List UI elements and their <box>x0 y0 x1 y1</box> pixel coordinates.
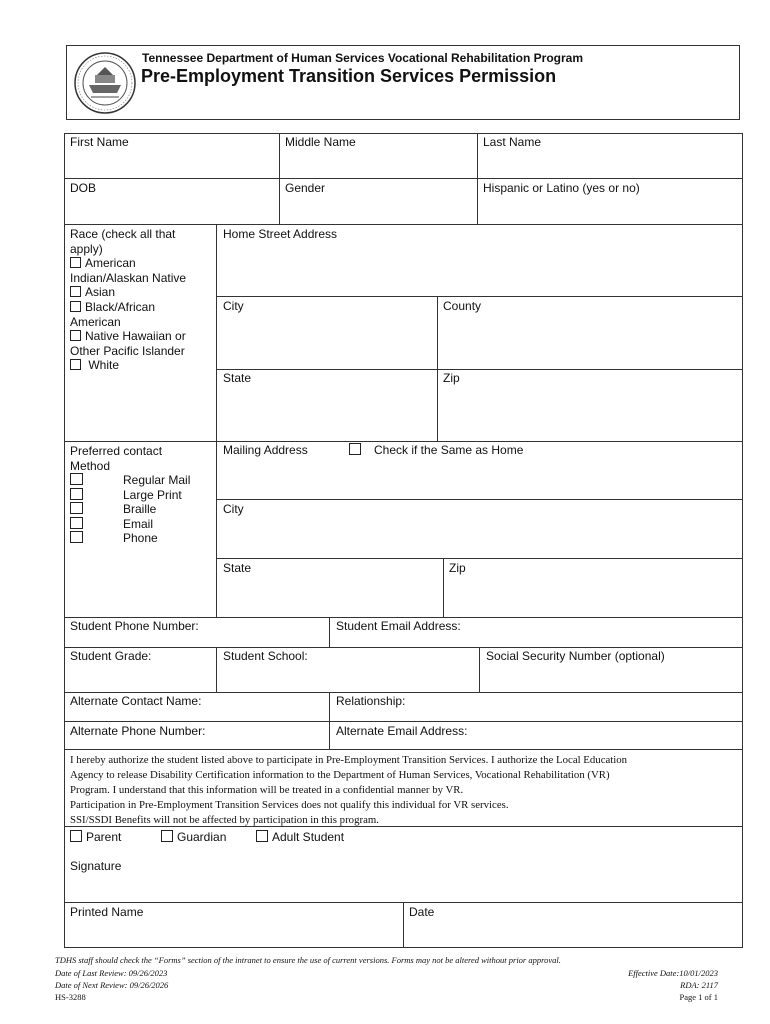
ssn-field[interactable]: Social Security Number (optional) <box>486 649 665 663</box>
parent-checkbox[interactable] <box>70 830 82 842</box>
student-grade-field[interactable]: Student Grade: <box>70 649 152 663</box>
same-as-home-option[interactable]: Check if the Same as Home <box>349 443 523 457</box>
effective-date: Effective Date:10/01/2023 <box>628 968 718 978</box>
large-print-checkbox[interactable] <box>70 488 83 500</box>
regular-mail-checkbox[interactable] <box>70 473 83 485</box>
mail-state-field[interactable]: State <box>223 561 252 575</box>
signature-field[interactable]: Signature <box>70 859 122 873</box>
contact-method-label: Preferred contact Method <box>70 444 163 473</box>
role-parent-option[interactable]: Parent <box>70 830 121 844</box>
phone-checkbox[interactable] <box>70 531 83 543</box>
consent-text: I hereby authorize the student listed above to participate in Pre-Employment Transition Services. I authorize the Local Education Agency to release Disability Certification information to the Department of Human Services, Vocational Rehabilitation (VR) Program. I understand that this information will be treated in a confidential manner by VR. Participation in Pre-Employment Transition Services does not qualify this individual for VR services. SSI/SSDI Benefits will not be affected by participation in this program. <box>70 754 628 826</box>
org-name: Tennessee Department of Human Services Vocational Rehabilitation Program <box>142 51 584 65</box>
home-address-field[interactable]: Home Street Address <box>223 227 338 241</box>
student-school-field[interactable]: Student School: <box>223 649 308 663</box>
city-field[interactable]: City <box>223 299 244 313</box>
race-asian-checkbox[interactable] <box>70 286 81 297</box>
tennessee-seal-icon <box>73 51 137 115</box>
contact-option[interactable]: Email <box>70 517 190 532</box>
role-adult-student-option[interactable]: Adult Student <box>256 830 344 844</box>
footer-note: TDHS staff should check the “Forms” section of the intranet to ensure the use of current versions. Forms may not be altered without prior approval. <box>55 955 561 965</box>
alt-contact-field[interactable]: Alternate Contact Name: <box>70 694 202 708</box>
alt-email-field[interactable]: Alternate Email Address: <box>336 724 468 738</box>
relationship-field[interactable]: Relationship: <box>336 694 406 708</box>
alt-phone-field[interactable]: Alternate Phone Number: <box>70 724 206 738</box>
state-field[interactable]: State <box>223 371 252 385</box>
race-label: Race (check all that apply) American Indian/Alaskan Native Asian Black/African American Native Hawaiian or Other Pacific Islander White <box>70 227 187 373</box>
rda-number: RDA: 2117 <box>680 980 718 990</box>
dob-field[interactable]: DOB <box>70 181 97 195</box>
mailing-address-field[interactable]: Mailing Address <box>223 443 308 457</box>
email-checkbox[interactable] <box>70 517 83 529</box>
guardian-checkbox[interactable] <box>161 830 173 842</box>
contact-option[interactable]: Braille <box>70 502 190 517</box>
adult-student-checkbox[interactable] <box>256 830 268 842</box>
gender-field[interactable]: Gender <box>285 181 326 195</box>
middle-name-field[interactable]: Middle Name <box>285 135 356 149</box>
contact-option[interactable]: Large Print <box>70 488 190 503</box>
contact-option[interactable]: Phone <box>70 531 190 546</box>
page-number: Page 1 of 1 <box>679 992 718 1002</box>
race-white-checkbox[interactable] <box>70 359 81 370</box>
printed-name-field[interactable]: Printed Name <box>70 905 144 919</box>
zip-field[interactable]: Zip <box>443 371 460 385</box>
contact-method-options <box>70 473 190 546</box>
last-review-date: Date of Last Review: 09/26/2023 <box>55 968 168 978</box>
student-phone-field[interactable]: Student Phone Number: <box>70 619 199 633</box>
race-black-checkbox[interactable] <box>70 301 81 312</box>
page-title: Pre-Employment Transition Services Permission <box>141 66 557 86</box>
next-review-date: Date of Next Review: 09/26/2026 <box>55 980 169 990</box>
last-name-field[interactable]: Last Name <box>483 135 542 149</box>
student-email-field[interactable]: Student Email Address: <box>336 619 461 633</box>
first-name-field[interactable]: First Name <box>70 135 129 149</box>
same-as-home-checkbox[interactable] <box>349 443 361 455</box>
date-field[interactable]: Date <box>409 905 435 919</box>
county-field[interactable]: County <box>443 299 482 313</box>
role-guardian-option[interactable]: Guardian <box>161 830 226 844</box>
braille-checkbox[interactable] <box>70 502 83 514</box>
mail-city-field[interactable]: City <box>223 502 244 516</box>
race-pacific-islander-checkbox[interactable] <box>70 330 81 341</box>
form-number: HS-3288 <box>55 992 86 1002</box>
race-american-indian-checkbox[interactable] <box>70 257 81 268</box>
mail-zip-field[interactable]: Zip <box>449 561 466 575</box>
hispanic-field[interactable]: Hispanic or Latino (yes or no) <box>483 181 640 195</box>
contact-option[interactable]: Regular Mail <box>70 473 190 488</box>
